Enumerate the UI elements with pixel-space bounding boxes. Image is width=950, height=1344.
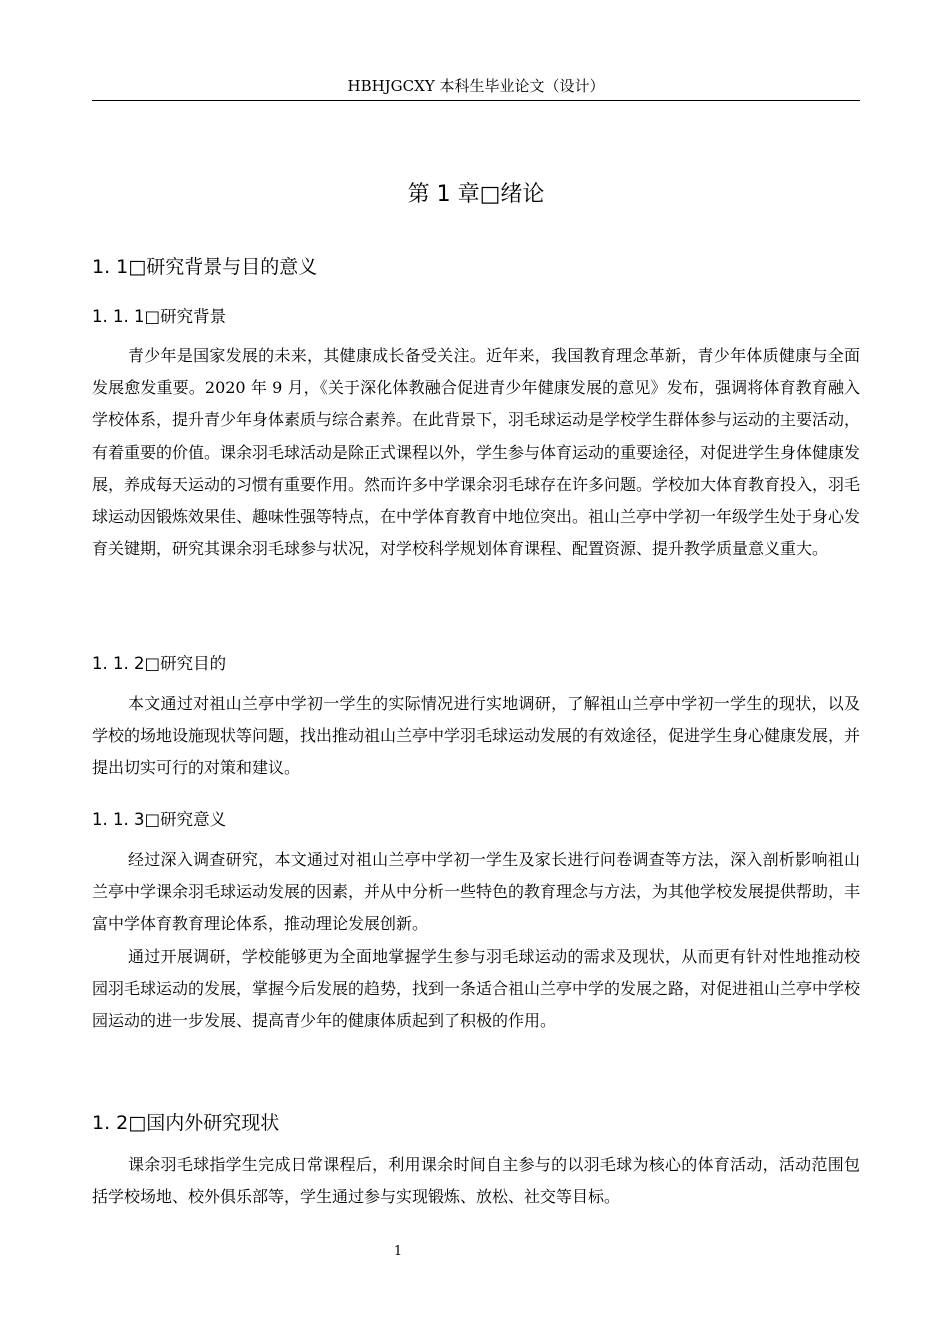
paragraph-research-background: 青少年是国家发展的未来，其健康成长备受关注。近年来，我国教育理念革新，青少年体质健康与全面发展愈发重要。2020 年 9 月，《关于深化体教融合促进青少年健康发展的意见》发布，强调将体育教育融入学校体系，提升青少年身体素质与综合素养。在此背景下，羽毛球运动是学校学生群体参与运动的主要活动，有着重要的价值。课余羽毛球活动是除正式课程以外，学生参与体育运动的重要途径，对促进学生身体健康发展，养成每天运动的习惯有重要作用。然而许多中学课余羽毛球存在许多问题。学校加大体育教育投入，羽毛球运动因锻炼效果佳、趣味性强等特点，在中学体育教育中地位突出。祖山兰亭中学初一年级学生处于身心发育关键期，研究其课余羽毛球参与状况，对学校科学规划体育课程、配置资源、提升教学质量意义重大。	[92, 346, 861, 559]
chapter-title: 第 1 章□绪论	[407, 182, 545, 207]
page-number: 1	[393, 1244, 403, 1259]
section-heading-1-2: 1. 2□国内外研究现状	[92, 1112, 280, 1134]
subsection-heading-1-1-2: 1. 1. 2□研究目的	[92, 654, 227, 673]
paragraph-research-significance-1: 经过深入调查研究，本文通过对祖山兰亭中学初一学生及家长进行问卷调查等方法，深入剖析影响祖山兰亭中学课余羽毛球运动发展的因素，并从中分析一些特色的教育理念与方法，为其他学校发展提供帮助，丰富中学体育教育理论体系，推动理论发展创新。	[92, 850, 861, 934]
running-header: HBHJGCXY 本科生毕业论文（设计）	[347, 77, 605, 95]
subsection-heading-1-1-1: 1. 1. 1□研究背景	[92, 307, 227, 326]
paragraph-research-purpose: 本文通过对祖山兰亭中学初一学生的实际情况进行实地调研，了解祖山兰亭中学初一学生的现状，以及学校的场地设施现状等问题，找出推动祖山兰亭中学羽毛球运动发展的有效途径，促进学生身心健康发展，并提出切实可行的对策和建议。	[92, 694, 861, 778]
header-rule	[92, 100, 860, 101]
subsection-heading-1-1-3: 1. 1. 3□研究意义	[92, 810, 227, 829]
paragraph-research-status: 课余羽毛球指学生完成日常课程后，利用课余时间自主参与的以羽毛球为核心的体育活动，活动范围包括学校场地、校外俱乐部等，学生通过参与实现锻炼、放松、社交等目标。	[92, 1155, 860, 1207]
section-heading-1-1: 1. 1□研究背景与目的意义	[92, 256, 318, 278]
paragraph-research-significance-2: 通过开展调研，学校能够更为全面地掌握学生参与羽毛球运动的需求及现状，从而更有针对性地推动校园羽毛球运动的发展，掌握今后发展的趋势，找到一条适合祖山兰亭中学的发展之路，对促进祖山兰亭中学校园运动的进一步发展、提高青少年的健康体质起到了积极的作用。	[92, 947, 861, 1031]
